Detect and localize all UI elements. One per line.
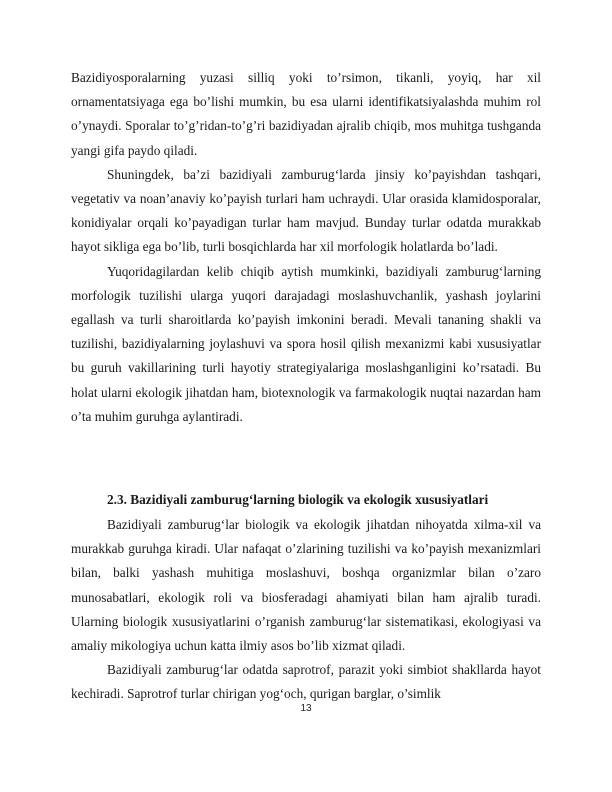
body-text-top [71, 66, 541, 429]
paragraph-biological-diversity: Bazidiyali zamburug‘lar biologik va ekologik jihatdan nihoyatda xilma-xil va murakkab guruhga kiradi. Ular nafaqat o’zlarining tuzilishi va ko’payish mexanizmlari bilan, balki yashash muhitiga moslashuvi, boshqa organizmlar bilan o’zaro munosabatlari, ekologik roli va biosferadagi ahamiyati bilan ham ajralib turadi. Ularning biologik xususiyatlarini o’rganish zamburug‘lar sistematikasi, ekologiyasi va amaliy mikologiya uchun katta ilmiy asos bo’lib xizmat qiladi. [71, 517, 541, 654]
paragraph-lifestyle-forms: Bazidiyali zamburug‘lar odatda saprotrof, parazit yoki simbiot shakllarda hayot kechiradi. Saprotrof turlar chirigan yog‘och, qurigan barglar, o’simlik [71, 662, 541, 702]
body-text-section [71, 513, 541, 707]
paragraph-spore-surface: Bazidiyosporalarning yuzasi silliq yoki to’rsimon, tikanli, yoyiq, har xil ornamentatsiyaga ega bo’lishi mumkin, bu esa ularni identifikatsiyalashda muhim rol o’ynaydi. Sporalar to’g’ridan-to’g’ri bazidiyadan ajralib chiqib, mos muhitga tushganda yangi gifa paydo qiladi. [71, 70, 541, 158]
paragraph-vegetative-reproduction: Shuningdek, ba’zi bazidiyali zamburug‘larda jinsiy ko’payishdan tashqari, vegetativ va noan’anaviy ko’payish turlari ham uchraydi. Ular orasida klamidosporalar, konidiyalar orqali ko’payadigan turlar ham mavjud. Bunday turlar odatda murakkab hayot sikliga ega bo’lib, turli bosqichlarda har xil morfologik holatlarda bo’ladi. [71, 166, 541, 255]
section-heading: 2.3. Bazidiyali zamburug‘larning biologik va ekologik xususiyatlari [107, 492, 489, 507]
page-number: 13 [300, 703, 312, 714]
paragraph-morphology-conclusion: Yuqoridagilardan kelib chiqib aytish mumkinki, bazidiyali zamburug‘larning morfologik tuzilishi ularga yuqori darajadagi moslashuvchanlik, yashash joylarini egallash va turli sharoitlarda ko’payish imkonini beradi. Mevali tananing shakli va tuzilishi, bazidiyalarning joylashuvi va spora hosil qilish mexanizmi kabi xususiyatlar bu guruh vakillarining turli hayotiy strategiyalariga moslashganligini ko’rsatadi. Bu holat ularni ekologik jihatdan ham, biotexnologik va farmakologik nuqtai nazardan ham o’ta muhim guruhga aylantiradi. [71, 263, 541, 424]
